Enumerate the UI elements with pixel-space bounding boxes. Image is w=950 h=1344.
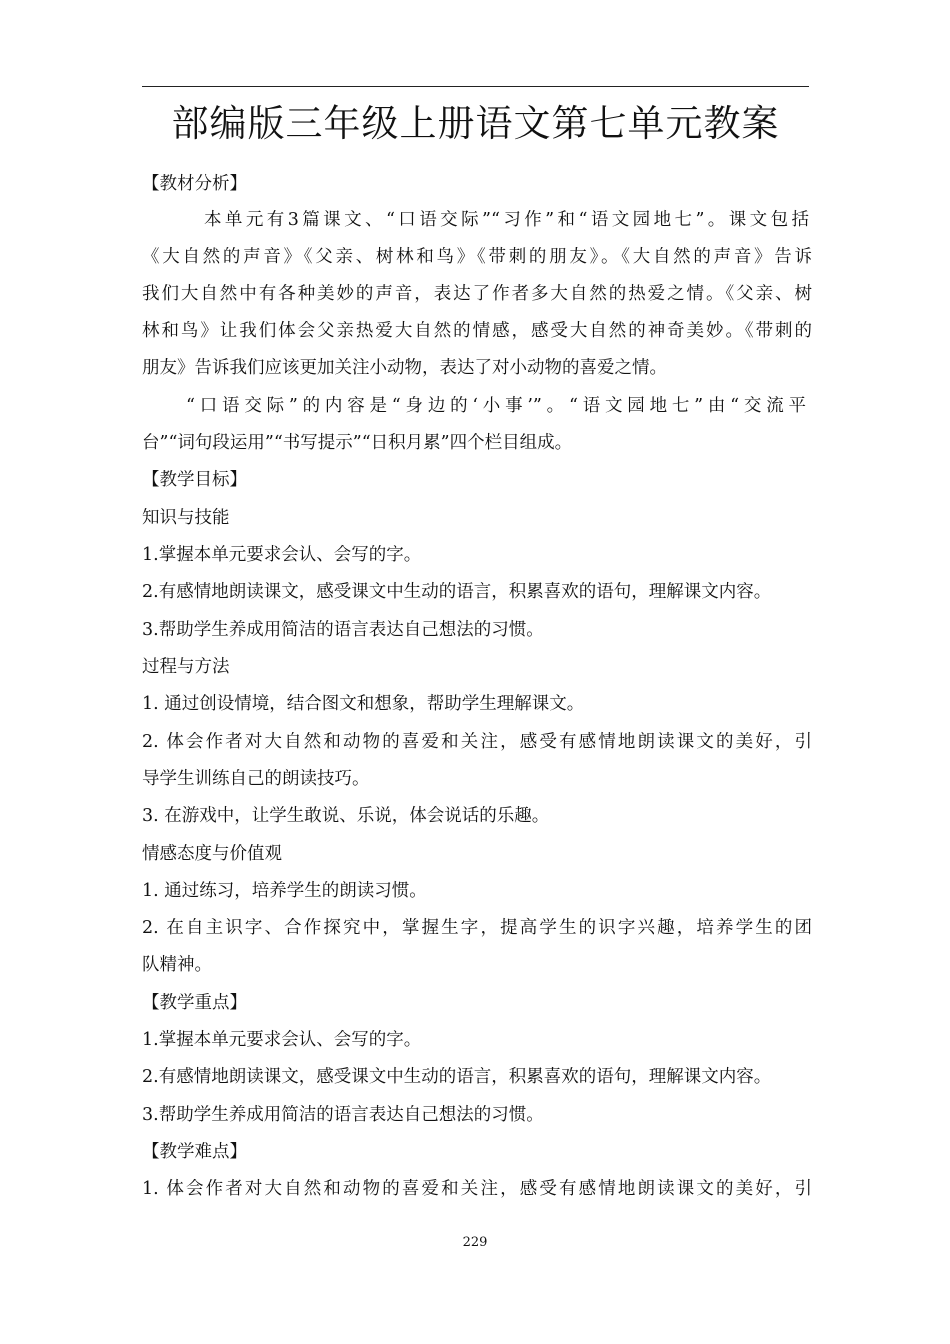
list-item: 3.帮助学生养成用简洁的语言表达自己想法的习惯。 bbox=[142, 1105, 544, 1125]
paragraph-line: 林和鸟》让我们体会父亲热爱大自然的情感，感受大自然的神奇美妙。《带刺的 bbox=[142, 321, 812, 341]
list-item-continuation: 导学生训练自己的朗读技巧。 bbox=[142, 769, 370, 789]
section-heading-teaching-difficulties: 【教学难点】 bbox=[142, 1142, 247, 1162]
paragraph-line: 朋友》告诉我们应该更加关注小动物，表达了对小动物的喜爱之情。 bbox=[142, 358, 667, 378]
list-item: 2. 在自主识字、合作探究中，掌握生字，提高学生的识字兴趣，培养学生的团 bbox=[142, 918, 812, 938]
paragraph-line: 台”“词句段运用”“书写提示”“日积月累”四个栏目组成。 bbox=[142, 433, 573, 453]
paragraph-line: “口语交际”的内容是“身边的‘小事’”。“语文园地七”由“交流平 bbox=[186, 396, 806, 416]
section-heading-textbook-analysis: 【教材分析】 bbox=[142, 174, 247, 194]
section-heading-teaching-objectives: 【教学目标】 bbox=[142, 470, 247, 490]
list-item: 2. 体会作者对大自然和动物的喜爱和关注，感受有感情地朗读课文的美好，引 bbox=[142, 732, 812, 752]
list-item: 2.有感情地朗读课文，感受课文中生动的语言，积累喜欢的语句，理解课文内容。 bbox=[142, 1067, 772, 1087]
list-item: 1. 通过练习，培养学生的朗读习惯。 bbox=[142, 881, 427, 901]
list-item: 3.帮助学生养成用简洁的语言表达自己想法的习惯。 bbox=[142, 620, 544, 640]
subheading-process-methods: 过程与方法 bbox=[142, 657, 230, 677]
subheading-emotions-values: 情感态度与价值观 bbox=[142, 844, 282, 864]
list-item: 1.掌握本单元要求会认、会写的字。 bbox=[142, 1030, 422, 1050]
paragraph-line: 我们大自然中有各种美妙的声音，表达了作者多大自然的热爱之情。《父亲、树 bbox=[142, 284, 812, 304]
list-item: 1. 通过创设情境，结合图文和想象，帮助学生理解课文。 bbox=[142, 694, 585, 714]
section-heading-teaching-focus: 【教学重点】 bbox=[142, 993, 247, 1013]
document-title: 部编版三年级上册语文第七单元教案 bbox=[171, 102, 780, 145]
list-item-continuation: 队精神。 bbox=[142, 955, 212, 975]
list-item: 2.有感情地朗读课文，感受课文中生动的语言，积累喜欢的语句，理解课文内容。 bbox=[142, 582, 772, 602]
subheading-knowledge-skills: 知识与技能 bbox=[142, 508, 230, 528]
paragraph-line: 本单元有3篇课文、“口语交际”“习作”和“语文园地七”。课文包括 bbox=[204, 210, 809, 230]
list-item: 3. 在游戏中，让学生敢说、乐说，体会说话的乐趣。 bbox=[142, 806, 550, 826]
header-rule bbox=[142, 86, 809, 87]
page-number: 229 bbox=[462, 1235, 488, 1250]
paragraph-line: 《大自然的声音》《父亲、树林和鸟》《带刺的朋友》。《大自然的声音》告诉 bbox=[142, 247, 812, 267]
list-item: 1. 体会作者对大自然和动物的喜爱和关注，感受有感情地朗读课文的美好，引 bbox=[142, 1179, 812, 1199]
list-item: 1.掌握本单元要求会认、会写的字。 bbox=[142, 545, 422, 565]
